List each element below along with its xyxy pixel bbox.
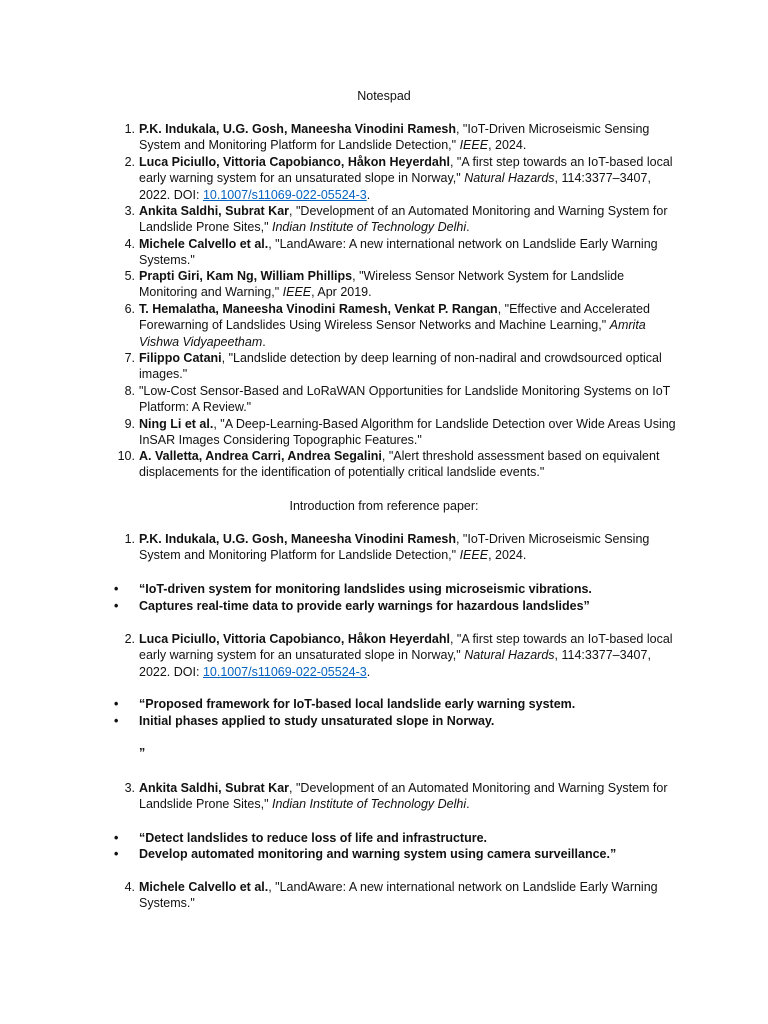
doi-link[interactable]: 10.1007/s11069-022-05524-3 [202, 187, 367, 202]
reference-item: 10. A. Valletta, Andrea Carri, Andrea Segalini, "Alert threshold assessment based on equivalent displacements for the identification of potentially critical landslide events." [117, 449, 660, 480]
section-heading: Introduction from reference paper: [289, 499, 479, 513]
summary-bullet: • “Detect landslides to reduce loss of life and infrastructure. [114, 831, 487, 845]
summary-bullet: • “IoT-driven system for monitoring landslides using microseismic vibrations. [114, 582, 592, 596]
intro-reference-item: 4. Michele Calvello et al., "LandAware: A new international network on Landslide Early Warning Systems." [124, 880, 658, 911]
intro-reference-item: 3. Ankita Saldhi, Subrat Kar, "Development of an Automated Monitoring and Warning System for Landslide Prone Sites," Indian Institute of Technology Delhi. [124, 781, 668, 812]
reference-item: 6. T. Hemalatha, Maneesha Vinodini Ramesh, Venkat P. Rangan, "Effective and Accelerated Forewarning of Landslides Using Wireless Sensor Networks and Machine Learning," Amrita Vishwa Vidyapeetham. [124, 302, 650, 349]
doi-link[interactable]: 10.1007/s11069-022-05524-3 [202, 664, 367, 679]
reference-item: 7. Filippo Catani, "Landslide detection by deep learning of non-nadiral and crowdsourced optical images." [124, 351, 662, 382]
reference-item: 4. Michele Calvello et al., "LandAware: A new international network on Landslide Early Warning Systems." [124, 237, 658, 268]
summary-bullet: • “Proposed framework for IoT-based local landslide early warning system. [114, 697, 576, 711]
reference-item: 8. "Low-Cost Sensor-Based and LoRaWAN Opportunities for Landslide Monitoring Systems on IoT Platform: A Review." [124, 384, 671, 415]
document-title: Notespad [357, 89, 411, 103]
closing-quote: ” [139, 746, 146, 760]
reference-item: 2. Luca Piciullo, Vittoria Capobianco, Håkon Heyerdahl, "A first step towards an IoT-based local early warning system for an unsaturated slope in Norway," Natural Hazards, 114:3377–3407, 2022. DOI: 10.1007/s11069-022-05524-3. [124, 155, 673, 202]
summary-bullet: • Initial phases applied to study unsaturated slope in Norway. [114, 714, 495, 728]
summary-bullet: • Develop automated monitoring and warning system using camera surveillance.” [114, 847, 617, 861]
reference-item: 3. Ankita Saldhi, Subrat Kar, "Development of an Automated Monitoring and Warning System for Landslide Prone Sites," Indian Institute of Technology Delhi. [124, 204, 668, 235]
intro-reference-item: 2. Luca Piciullo, Vittoria Capobianco, Håkon Heyerdahl, "A first step towards an IoT-based local early warning system for an unsaturated slope in Norway," Natural Hazards, 114:3377–3407, 2022. DOI: 10.1007/s11069-022-05524-3. [124, 632, 673, 679]
reference-item: 5. Prapti Giri, Kam Ng, William Phillips, "Wireless Sensor Network System for Landslide Monitoring and Warning," IEEE, Apr 2019. [124, 269, 625, 300]
intro-reference-item: 1. P.K. Indukala, U.G. Gosh, Maneesha Vinodini Ramesh, "IoT-Driven Microseismic Sensing System and Monitoring Platform for Landslide Detection," IEEE, 2024. [124, 532, 650, 563]
reference-item: 1. P.K. Indukala, U.G. Gosh, Maneesha Vinodini Ramesh, "IoT-Driven Microseismic Sensing System and Monitoring Platform for Landslide Detection," IEEE, 2024. [124, 122, 650, 153]
reference-item: 9. Ning Li et al., "A Deep-Learning-Based Algorithm for Landslide Detection over Wide Areas Using InSAR Images Considering Topographic Features." [124, 417, 676, 448]
summary-bullet: • Captures real-time data to provide early warnings for hazardous landslides” [114, 599, 590, 613]
